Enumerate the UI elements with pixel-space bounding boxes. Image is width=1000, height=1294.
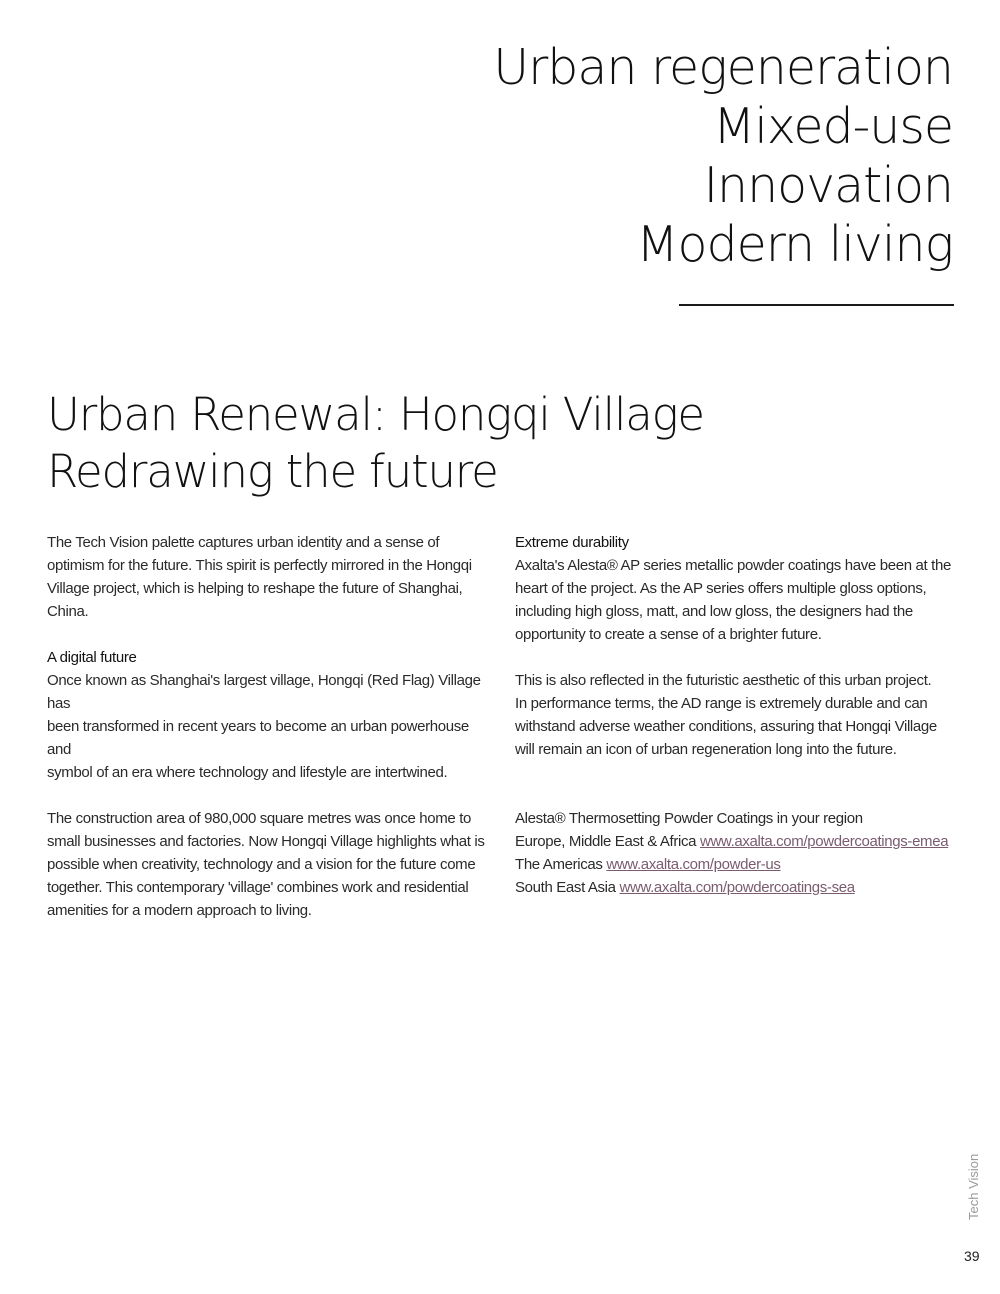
body-line: withstand adverse weather conditions, assuring that Hongqi Village — [515, 718, 937, 735]
body-line: The construction area of 980,000 square metres was once home to — [47, 810, 472, 827]
divider-rule — [679, 304, 954, 306]
keyword-item: Urban regeneration — [493, 39, 953, 96]
region-label: The Americas — [515, 856, 603, 873]
region-row — [515, 830, 953, 853]
body-line: In performance terms, the AD range is extremely durable and can — [515, 695, 928, 712]
section-heading: A digital future — [47, 649, 137, 666]
body-line: This is also reflected in the futuristic aesthetic of this urban project. — [515, 672, 932, 689]
body-line: together. This contemporary 'village' combines work and residential — [47, 879, 469, 896]
body-line: The Tech Vision palette captures urban identity and a sense of — [47, 534, 440, 551]
page-title — [47, 386, 704, 500]
body-line: heart of the project. As the AP series offers multiple gloss options, — [515, 580, 927, 597]
body-line: Axalta's Alesta® AP series metallic powder coatings have been at the — [515, 557, 951, 574]
page-number: 39 — [964, 1248, 980, 1264]
body-line: small businesses and factories. Now Hongqi Village highlights what is — [47, 833, 485, 850]
body-line: Village project, which is helping to reshape the future of Shanghai, — [47, 580, 463, 597]
right-column — [515, 531, 953, 899]
region-links — [515, 807, 953, 899]
keyword-list — [493, 38, 953, 274]
body-line: amenities for a modern approach to living. — [47, 902, 312, 919]
body-line: possible when creativity, technology and a vision for the future come — [47, 856, 476, 873]
region-row — [515, 876, 953, 899]
body-line: symbol of an era where technology and lifestyle are intertwined. — [47, 764, 448, 781]
regions-heading: Alesta® Thermosetting Powder Coatings in your region — [515, 810, 863, 827]
body-line: optimism for the future. This spirit is perfectly mirrored in the Hongqi — [47, 557, 472, 574]
body-line: been transformed in recent years to become an urban powerhouse and — [47, 718, 469, 758]
region-link-americas[interactable]: www.axalta.com/powder-us — [606, 856, 781, 873]
section-heading: Extreme durability — [515, 534, 629, 551]
body-line: opportunity to create a sense of a brighter future. — [515, 626, 822, 643]
region-link-emea[interactable]: www.axalta.com/powdercoatings-emea — [699, 833, 949, 850]
body-line: including high gloss, matt, and low gloss, the designers had the — [515, 603, 913, 620]
region-label: South East Asia — [515, 879, 616, 896]
left-column — [47, 531, 492, 922]
keyword-item: Innovation — [703, 157, 953, 214]
title-line: Urban Renewal: Hongqi Village — [47, 388, 704, 441]
body-line: China. — [47, 603, 89, 620]
region-label: Europe, Middle East & Africa — [515, 833, 697, 850]
section-side-label: Tech Vision — [966, 1153, 981, 1220]
body-line: will remain an icon of urban regeneration long into the future. — [515, 741, 897, 758]
keyword-item: Mixed-use — [712, 98, 953, 155]
keyword-item: Modern living — [636, 216, 953, 273]
body-line: Once known as Shanghai's largest village, Hongqi (Red Flag) Village has — [47, 672, 481, 712]
title-line: Redrawing the future — [47, 445, 498, 498]
region-link-sea[interactable]: www.axalta.com/powdercoatings-sea — [619, 879, 855, 896]
region-row — [515, 853, 953, 876]
